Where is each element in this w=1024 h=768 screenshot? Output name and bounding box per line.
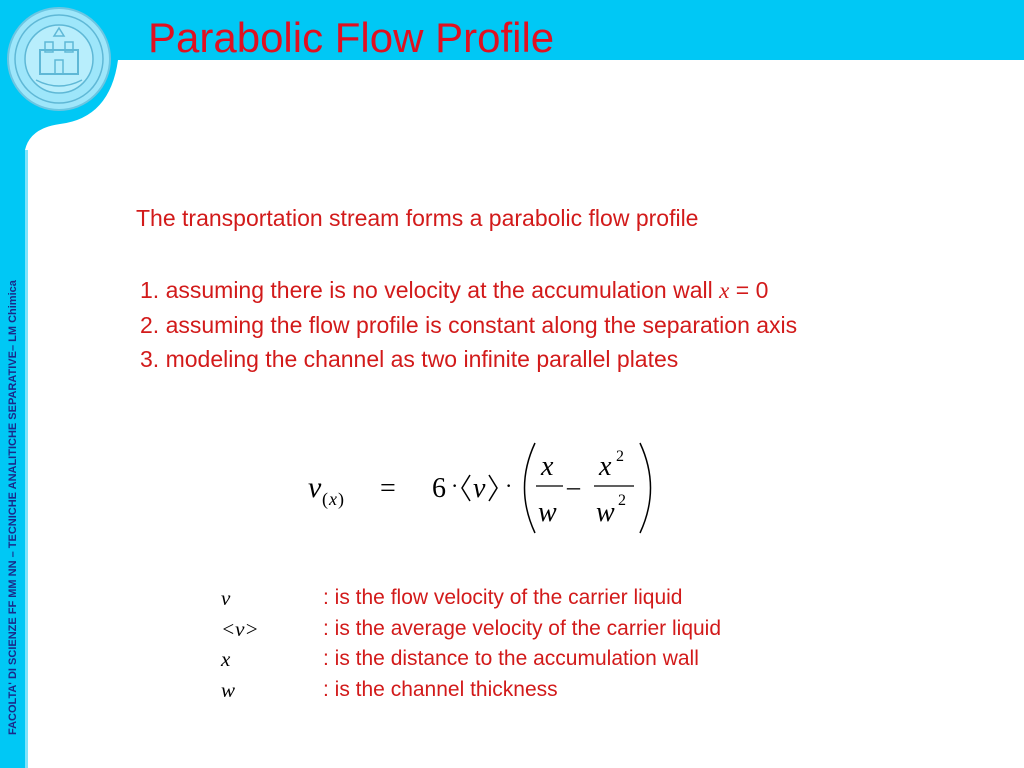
- eq-lhs-paren-open: (: [322, 489, 328, 509]
- intro-text: The transportation stream forms a parabolic flow profile: [136, 205, 699, 231]
- assumption-number: 2.: [140, 312, 160, 338]
- eq-angle-close: [489, 475, 497, 501]
- faculty-vertical-label: FACOLTA' DI SCIENZE FF MM NN – TECNICHE ANALITICHE SEPARATIVE– LM Chimica: [7, 280, 19, 735]
- eq-paren-close: [640, 443, 651, 533]
- definition-text: : is the channel thickness: [323, 677, 558, 701]
- eq-term2-den-exp: 2: [618, 492, 626, 509]
- eq-equals: =: [380, 473, 396, 504]
- definition-symbol: w: [221, 677, 236, 702]
- eq-avg-var: v: [473, 473, 486, 504]
- assumption-value: = 0: [729, 277, 769, 303]
- eq-angle-open: [462, 475, 470, 501]
- assumption-text: modeling the channel as two infinite parallel plates: [159, 346, 679, 372]
- eq-dot-1: ·: [451, 473, 459, 498]
- assumption-text: assuming the flow profile is constant along the separation axis: [159, 312, 798, 338]
- eq-term1-num: x: [541, 451, 554, 482]
- frame-inner-shadow: [25, 150, 28, 768]
- definition-symbol: v: [221, 586, 231, 610]
- assumption-number: 1.: [140, 277, 160, 303]
- definition-symbol: <v>: [221, 616, 259, 641]
- eq-term1-den: w: [538, 497, 557, 528]
- definition-symbol: x: [221, 647, 231, 671]
- assumption-item: [140, 342, 797, 376]
- definition-text: : is the average velocity of the carrier liquid: [323, 616, 722, 640]
- parabolic-profile-equation: [300, 435, 670, 540]
- eq-lhs-var: v: [308, 471, 322, 504]
- university-seal-icon: [6, 6, 112, 112]
- eq-term2-den: w: [596, 497, 615, 528]
- eq-term2-num: x: [599, 451, 612, 482]
- definition-text: : is the flow velocity of the carrier liquid: [323, 586, 683, 609]
- eq-lhs-paren-close: ): [338, 489, 344, 509]
- assumption-text: assuming there is no velocity at the accumulation wall: [159, 277, 720, 303]
- slide-title: Parabolic Flow Profile: [148, 14, 555, 61]
- assumption-item: [140, 273, 797, 308]
- eq-lhs-sub: x: [329, 489, 337, 509]
- eq-coefficient: 6: [432, 473, 446, 504]
- assumption-variable: x: [719, 278, 730, 303]
- eq-dot-2: ·: [505, 473, 513, 498]
- eq-paren-open: [525, 443, 536, 533]
- eq-minus: –: [567, 472, 580, 501]
- assumption-number: 3.: [140, 346, 160, 372]
- eq-term2-num-exp: 2: [616, 448, 624, 465]
- definition-text: : is the distance to the accumulation wall: [323, 647, 699, 670]
- assumptions-list: [140, 273, 797, 376]
- assumption-item: [140, 308, 797, 342]
